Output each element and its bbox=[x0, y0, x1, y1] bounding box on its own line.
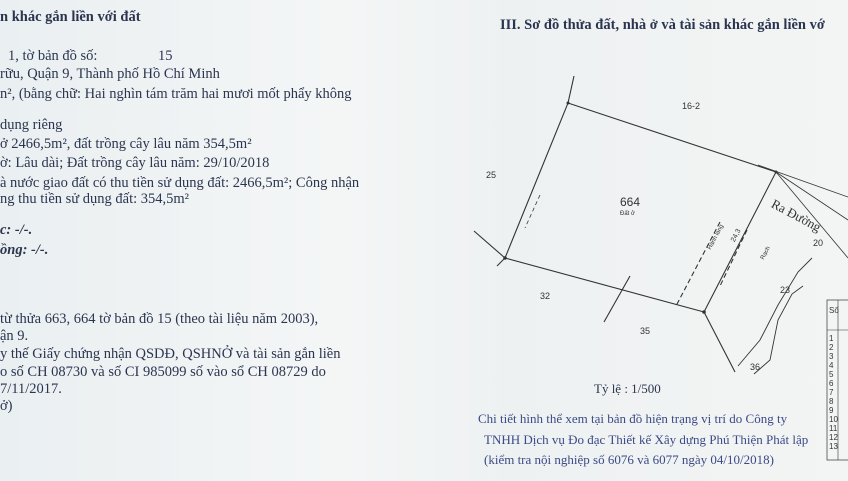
address-line: rữu, Quận 9, Thành phố Hồ Chí Minh bbox=[0, 66, 220, 82]
note-line-5: 7/11/2017. bbox=[0, 381, 62, 397]
diagram-section-header: III. Sơ đồ thửa đất, nhà ở và tài sản khác gắn liền vớ bbox=[500, 17, 825, 33]
neighbor-label-23: 23 bbox=[780, 285, 791, 295]
ditch-line bbox=[738, 258, 812, 366]
ditch-label: Rạch bbox=[760, 245, 772, 261]
diagram-note-1: Chi tiết hình thể xem tại bản đồ hiện trạng vị trí do Công ty bbox=[478, 411, 788, 426]
area-text-line: n², (bằng chữ: Hai nghìn tám trăm hai mươi mốt phẩy không bbox=[0, 86, 352, 102]
neighbor-label-25: 25 bbox=[486, 170, 497, 180]
neighbor-label-35: 35 bbox=[640, 326, 651, 336]
usage-form-line: dụng riêng bbox=[0, 117, 63, 133]
boundary-line-se bbox=[704, 312, 735, 372]
neighbor-label-36: 36 bbox=[750, 362, 761, 372]
boundary-line-west bbox=[474, 231, 505, 258]
setback-line-3 bbox=[525, 195, 540, 228]
use-term-line: ờ: Lâu dài; Đất trồng cây lâu năm: 29/10/2018 bbox=[0, 155, 270, 171]
note-line-3: y thế Giấy chứng nhận QSDĐ, QSHNỞ và tài sản gắn liền bbox=[0, 346, 341, 362]
parcel-664-boundary bbox=[505, 103, 776, 312]
scale-label: Tỷ lệ : 1/500 bbox=[594, 381, 661, 396]
parcel-use-label: Đất ở bbox=[620, 211, 635, 217]
common-use-line: ồng: -/-. bbox=[0, 242, 49, 258]
land-purpose-line: ở 2466,5m², đất trồng cây lâu năm 354,5m² bbox=[0, 136, 252, 152]
road-label: Ra Đường bbox=[768, 196, 824, 235]
neighbor-label-20: 20 bbox=[813, 238, 824, 248]
ditch-line-2 bbox=[754, 286, 803, 374]
diagram-note-3: (kiểm tra nội nghiệp số 6076 và 6077 ngày 04/10/2018) bbox=[484, 452, 774, 467]
boundary-line-south bbox=[604, 276, 630, 322]
setback-label: Hành lang bbox=[707, 223, 726, 251]
table-rows: 1 2 3 4 5 6 7 8 9 10 11 12 13 bbox=[829, 334, 838, 451]
origin-line-2: ng thu tiền sử dụng đất: 354,5m² bbox=[0, 191, 190, 207]
restriction-line: c: -/-. bbox=[0, 222, 33, 238]
origin-line-1: à nước giao đất có thu tiền sử dụng đất: 2466,5m²; Công nhận bbox=[0, 175, 360, 191]
note-line-6: ở) bbox=[0, 398, 13, 414]
neighbor-label-32: 32 bbox=[540, 291, 551, 301]
note-line-1: từ thửa 663, 664 tờ bản đồ 15 (theo tài liệu năm 2003), bbox=[0, 311, 319, 327]
note-line-2: ận 9. bbox=[0, 328, 29, 344]
parcel-sheet-label: 1, tờ bản đồ số: bbox=[8, 48, 98, 64]
parcel-number-label: 664 bbox=[620, 195, 641, 209]
boundary-line-north bbox=[568, 76, 574, 103]
left-section-header: n khác gắn liền với đất bbox=[0, 9, 141, 25]
neighbor-label-16-2: 16-2 bbox=[682, 101, 701, 111]
note-line-4: o số CH 08730 và số CI 985099 số vào sổ CH 08729 do bbox=[0, 364, 326, 380]
diagram-note-2: TNHH Dịch vụ Đo đạc Thiết kế Xây dựng Phú Thiện Phát lập bbox=[484, 432, 809, 447]
edge-length-label: 24,3 bbox=[730, 227, 743, 244]
map-sheet-number: 15 bbox=[158, 48, 173, 64]
table-header: Số bbox=[829, 306, 839, 315]
